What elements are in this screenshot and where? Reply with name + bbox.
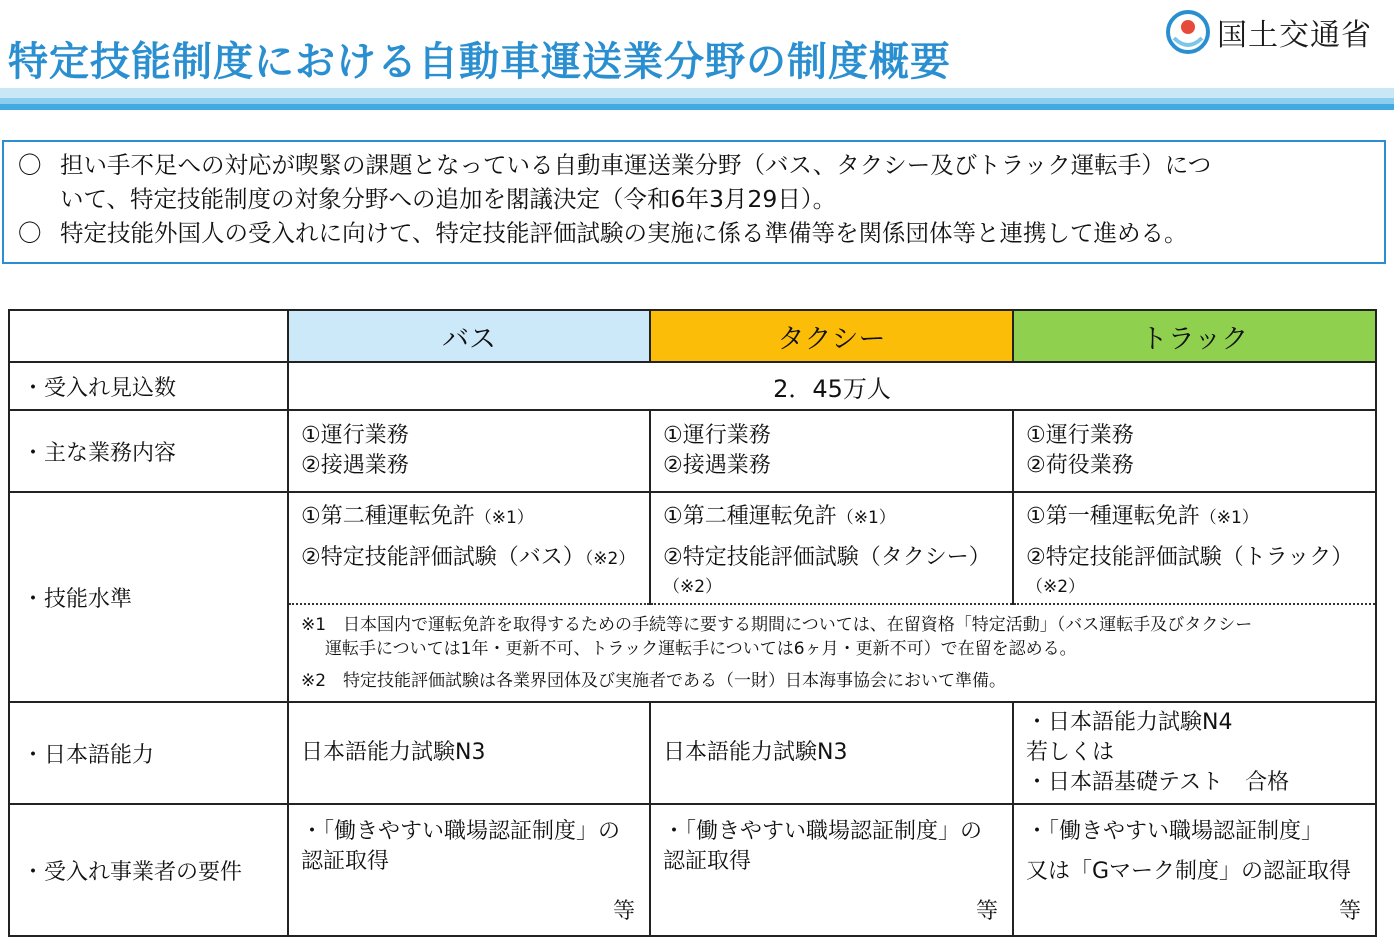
summary-box: [2, 140, 1386, 264]
table-row: [9, 362, 1376, 410]
note-ref: （※1）: [836, 508, 896, 528]
japanese-req-line: ・日本語能力試験N4: [1026, 710, 1233, 735]
etc-mark: 等: [975, 899, 998, 924]
footnote-1-cont: 運転手については1年・更新不可、トラック運転手については6ヶ月・更新不可）で在留を認める。: [325, 639, 1077, 659]
column-header-taxi: タクシー: [650, 310, 1013, 362]
summary-item: [18, 216, 1376, 250]
ministry-name: 国土交通省: [1217, 18, 1372, 53]
duty-item: ①運行業務: [663, 423, 771, 448]
mlit-emblem-icon: [1165, 9, 1211, 55]
column-header-truck: トラック: [1013, 310, 1376, 362]
summary-item: [18, 148, 1376, 216]
etc-mark: 等: [1338, 899, 1361, 924]
japanese-req-line: 若しくは: [1026, 740, 1115, 765]
footnote-2: ※2 特定技能評価試験は各業界団体及び実施者である（一財）日本海事協会において準備。: [301, 671, 1007, 691]
requirements-taxi: [650, 804, 1013, 936]
license-requirement: ①第二種運転免許: [301, 504, 475, 529]
note-ref: （※1）: [474, 508, 534, 528]
skill-truck: [1013, 492, 1376, 604]
duty-item: ①運行業務: [1026, 423, 1134, 448]
requirement-line: ・「働きやすい職場認証制度」の: [301, 819, 621, 844]
duties-bus: [288, 410, 650, 492]
note-ref: （※1）: [1199, 508, 1259, 528]
row-label-skill: ・技能水準: [9, 492, 288, 702]
bullet-circle: 〇: [18, 151, 42, 179]
requirement-line: 認証取得: [301, 849, 390, 874]
count-value: 2．45万人: [288, 362, 1376, 410]
summary-text-line: いて、特定技能制度の対象分野への追加を閣議決定（令和6年3月29日）。: [60, 185, 837, 213]
etc-mark: 等: [612, 899, 635, 924]
requirement-line: 又は「Gマーク制度」の認証取得: [1026, 859, 1352, 884]
skill-bus: [288, 492, 650, 604]
row-label-japanese: ・日本語能力: [9, 702, 288, 804]
duty-item: ②接遇業務: [663, 453, 771, 478]
exam-requirement: ②特定技能評価試験（バス）: [301, 545, 585, 570]
row-label-count: ・受入れ見込数: [9, 362, 288, 410]
title-band-light: [0, 88, 1394, 98]
japanese-req-line: ・日本語基礎テスト 合格: [1026, 770, 1290, 795]
duty-item: ①運行業務: [301, 423, 409, 448]
skill-footnotes: [288, 604, 1376, 702]
summary-text-line: 担い手不足への対応が喫緊の課題となっている自動車運送業分野（バス、タクシー及びトラック運転手）につ: [60, 151, 1212, 179]
skill-taxi: [650, 492, 1013, 604]
japanese-bus: 日本語能力試験N3: [288, 702, 650, 804]
japanese-truck: [1013, 702, 1376, 804]
table-row: [9, 492, 1376, 604]
summary-text-line: 特定技能外国人の受入れに向けて、特定技能評価試験の実施に係る準備等を関係団体等と連携して進める。: [60, 219, 1188, 247]
exam-requirement: ②特定技能評価試験（トラック）: [1026, 545, 1354, 570]
duties-truck: [1013, 410, 1376, 492]
note-ref: （※2）: [1026, 577, 1086, 597]
requirements-truck: [1013, 804, 1376, 936]
requirements-bus: [288, 804, 650, 936]
license-requirement: ①第一種運転免許: [1026, 504, 1200, 529]
table-row: [9, 702, 1376, 804]
bullet-circle: 〇: [18, 219, 42, 247]
requirement-line: ・「働きやすい職場認証制度」: [1026, 819, 1324, 844]
duty-item: ②接遇業務: [301, 453, 409, 478]
japanese-taxi: 日本語能力試験N3: [650, 702, 1013, 804]
page-title: 特定技能制度における自動車運送業分野の制度概要: [8, 39, 951, 85]
title-band-dark: [0, 104, 1394, 110]
license-requirement: ①第二種運転免許: [663, 504, 837, 529]
duties-taxi: [650, 410, 1013, 492]
requirement-line: ・「働きやすい職場認証制度」の: [663, 819, 983, 844]
footnote-1: ※1 日本国内で運転免許を取得するための手続等に要する期間については、在留資格「特定活動」（バス運転手及びタクシー: [301, 615, 1253, 635]
table-row: [9, 804, 1376, 936]
exam-requirement: ②特定技能評価試験（タクシー）: [663, 545, 991, 570]
row-label-requirements: ・受入れ事業者の要件: [9, 804, 288, 936]
column-header-bus: バス: [288, 310, 650, 362]
ministry-logo: [1165, 8, 1391, 56]
overview-table: [8, 309, 1377, 937]
table-header-row: [9, 310, 1376, 362]
note-ref: （※2）: [584, 549, 636, 569]
corner-cell: [9, 310, 288, 362]
table-row: [9, 410, 1376, 492]
duty-item: ②荷役業務: [1026, 453, 1134, 478]
row-label-duties: ・主な業務内容: [9, 410, 288, 492]
requirement-line: 認証取得: [663, 849, 752, 874]
note-ref: （※2）: [663, 577, 723, 597]
